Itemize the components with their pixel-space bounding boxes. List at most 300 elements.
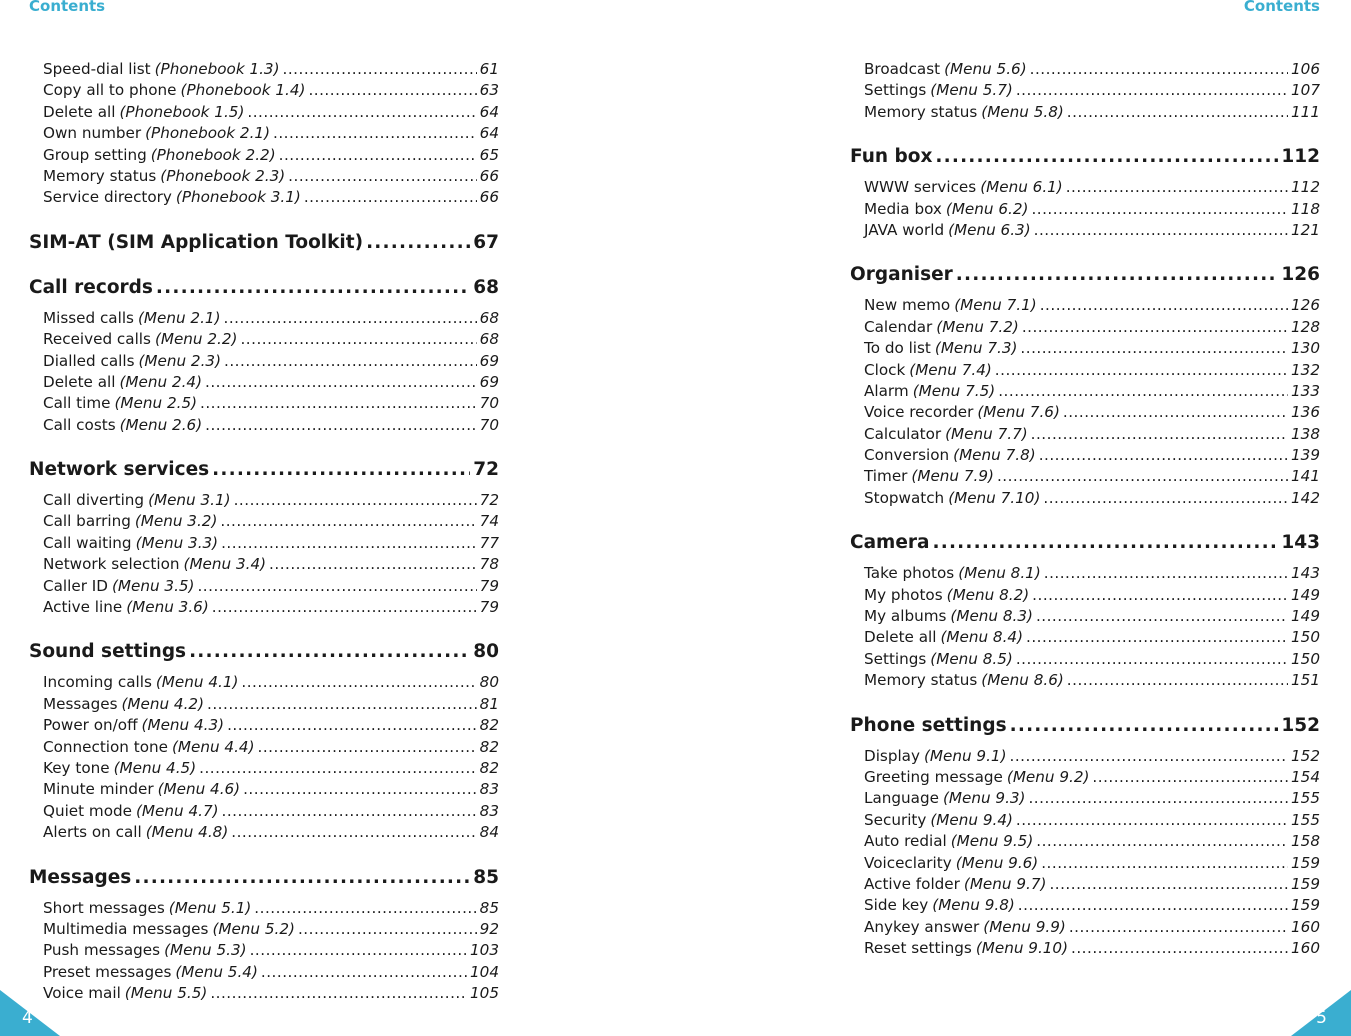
dot-leader — [1043, 489, 1288, 507]
entry-page-number: 66 — [479, 166, 499, 185]
entry-page-number: 80 — [479, 673, 499, 692]
dot-leader — [210, 984, 467, 1002]
entry-label: Conversion — [864, 446, 950, 465]
toc-entry[interactable] — [29, 188, 499, 209]
entry-menu-ref: (Phonebook 1.5) — [119, 102, 245, 121]
section-page-number: 152 — [1281, 714, 1320, 736]
section-page-number: 143 — [1281, 532, 1320, 554]
entry-page-number: 68 — [479, 330, 499, 349]
dot-leader — [1028, 789, 1288, 807]
dot-leader — [247, 103, 476, 121]
entry-page-number: 104 — [470, 962, 499, 981]
toc-section — [850, 264, 1320, 510]
toc-entry[interactable] — [29, 963, 499, 984]
entry-label: Clock — [864, 360, 906, 379]
toc-section-heading[interactable] — [29, 459, 499, 482]
toc-entry[interactable] — [850, 81, 1320, 102]
entry-page-number: 155 — [1291, 789, 1320, 808]
entry-page-number: 70 — [479, 415, 499, 434]
entry-page-number: 149 — [1291, 585, 1320, 604]
entry-label: Incoming calls — [43, 673, 152, 692]
entry-menu-ref: (Menu 3.3) — [135, 533, 219, 552]
entry-page-number: 74 — [479, 512, 499, 531]
entry-menu-ref: (Menu 5.3) — [164, 941, 247, 960]
entry-menu-ref: (Menu 8.2) — [946, 585, 1030, 604]
entry-menu-ref: (Menu 5.5) — [124, 984, 208, 1003]
entry-menu-ref: (Menu 4.8) — [145, 823, 229, 842]
section-page-number: 68 — [473, 276, 499, 298]
entry-menu-ref: (Menu 2.3) — [138, 351, 222, 370]
toc-entry[interactable] — [29, 330, 499, 351]
dot-leader — [1010, 747, 1288, 765]
entry-page-number: 106 — [1291, 60, 1320, 78]
entry-menu-ref: (Menu 6.2) — [945, 199, 1029, 218]
toc-entry[interactable] — [29, 555, 499, 576]
toc-section-heading[interactable] — [850, 146, 1320, 169]
dot-leader — [1041, 854, 1288, 872]
entry-label: To do list — [864, 339, 931, 358]
dot-leader — [269, 555, 477, 573]
toc-section-heading[interactable] — [850, 715, 1320, 738]
dot-leader — [1031, 425, 1288, 443]
toc-entry[interactable] — [29, 124, 499, 145]
dot-leader — [1039, 446, 1288, 464]
entry-label: Settings — [864, 649, 927, 668]
entry-page-number: 79 — [479, 598, 499, 617]
toc-entry[interactable] — [850, 296, 1320, 317]
entry-label: Memory status — [43, 166, 157, 185]
toc-entry[interactable] — [29, 695, 499, 716]
dot-leader — [234, 491, 477, 509]
toc-entry[interactable] — [29, 984, 499, 1005]
section-title: Phone settings — [850, 714, 1007, 736]
section-page-number: 85 — [473, 866, 499, 888]
dot-leader — [279, 146, 477, 164]
toc-entry[interactable] — [850, 403, 1320, 424]
entry-label: Preset messages — [43, 962, 172, 981]
toc-section — [29, 232, 499, 255]
entry-label: Timer — [864, 467, 908, 486]
toc-entry[interactable] — [850, 671, 1320, 692]
toc-entry[interactable] — [29, 823, 499, 844]
entry-page-number: 81 — [479, 694, 499, 713]
entry-page-number: 118 — [1291, 199, 1320, 218]
dot-leader — [1069, 918, 1288, 936]
entry-label: Greeting message — [864, 767, 1003, 786]
entry-menu-ref: (Menu 8.3) — [950, 607, 1033, 626]
toc-entry[interactable] — [29, 60, 499, 81]
dot-leader — [304, 188, 477, 206]
toc-section — [29, 60, 499, 210]
toc-entry[interactable] — [29, 759, 499, 780]
entry-label: Voice recorder — [864, 403, 974, 422]
entry-page-number: 64 — [479, 124, 499, 143]
toc-entry[interactable] — [29, 81, 499, 102]
entry-page-number: 150 — [1291, 649, 1320, 668]
entry-label: Delete all — [864, 628, 937, 647]
toc-entry[interactable] — [29, 577, 499, 598]
section-page-number: 72 — [473, 459, 499, 481]
toc-entry[interactable] — [29, 716, 499, 737]
entry-menu-ref: (Menu 9.3) — [942, 789, 1026, 808]
dot-leader — [241, 673, 476, 691]
entry-page-number: 70 — [479, 394, 499, 413]
entry-label: Alarm — [864, 381, 909, 400]
toc-entry[interactable] — [850, 103, 1320, 124]
dot-leader — [1010, 715, 1279, 736]
entry-page-number: 107 — [1291, 81, 1320, 100]
entry-menu-ref: (Menu 5.6) — [944, 60, 1027, 78]
entry-page-number: 69 — [479, 351, 499, 370]
toc-entry[interactable] — [29, 598, 499, 619]
entry-label: Calculator — [864, 424, 942, 443]
entry-menu-ref: (Menu 5.8) — [981, 102, 1064, 121]
entry-label: Side key — [864, 896, 929, 915]
entry-page-number: 155 — [1291, 810, 1320, 829]
entry-menu-ref: (Menu 9.7) — [963, 874, 1047, 893]
entry-menu-ref: (Menu 8.6) — [981, 671, 1064, 690]
entry-label: Media box — [864, 199, 942, 218]
entry-menu-ref: (Menu 9.2) — [1006, 767, 1090, 786]
entry-page-number: 142 — [1291, 488, 1320, 507]
toc-entry[interactable] — [850, 60, 1320, 81]
entry-menu-ref: (Menu 7.3) — [934, 339, 1018, 358]
entry-label: Reset settings — [864, 939, 972, 958]
dot-leader — [224, 352, 477, 370]
header-contents-left: Contents — [29, 0, 106, 15]
toc-entry[interactable] — [850, 650, 1320, 671]
dot-leader — [205, 416, 477, 434]
toc-entry[interactable] — [850, 789, 1320, 810]
entry-label: Calendar — [864, 317, 933, 336]
toc-entry[interactable] — [850, 628, 1320, 649]
dot-leader — [1030, 60, 1288, 78]
entry-menu-ref: (Menu 8.1) — [958, 564, 1041, 583]
entry-page-number: 66 — [479, 188, 499, 207]
dot-leader — [1067, 103, 1288, 121]
toc-entry[interactable] — [29, 352, 499, 373]
entry-label: My albums — [864, 607, 947, 626]
entry-menu-ref: (Menu 4.3) — [141, 716, 225, 735]
entry-menu-ref: (Menu 3.1) — [148, 491, 231, 510]
entry-label: Speed-dial list — [43, 60, 151, 78]
entry-page-number: 159 — [1291, 853, 1320, 872]
entry-page-number: 83 — [479, 801, 499, 820]
dot-leader — [933, 532, 1279, 553]
entry-label: Push messages — [43, 941, 161, 960]
toc-entry[interactable] — [850, 382, 1320, 403]
toc-entry[interactable] — [29, 920, 499, 941]
entry-page-number: 152 — [1291, 746, 1320, 765]
toc-section — [29, 459, 499, 619]
entry-menu-ref: (Menu 2.2) — [154, 330, 238, 349]
entry-menu-ref: (Menu 5.2) — [212, 919, 295, 938]
toc-entry[interactable] — [29, 941, 499, 962]
entry-page-number: 143 — [1291, 564, 1320, 583]
toc-right-column — [850, 60, 1320, 961]
entry-label: Connection tone — [43, 737, 168, 756]
dot-leader — [1067, 671, 1288, 689]
header-contents-right: Contents — [1243, 0, 1320, 15]
entry-label: Alerts on call — [43, 823, 142, 842]
toc-entry[interactable] — [850, 918, 1320, 939]
entry-label: Broadcast — [864, 60, 941, 78]
entry-label: Received calls — [43, 330, 151, 349]
entry-page-number: 139 — [1291, 446, 1320, 465]
dot-leader — [205, 373, 477, 391]
section-page-number: 67 — [473, 231, 499, 253]
dot-leader — [1026, 628, 1288, 646]
toc-entry[interactable] — [850, 586, 1320, 607]
dot-leader — [207, 695, 477, 713]
dot-leader — [308, 81, 476, 99]
entry-menu-ref: (Menu 7.6) — [977, 403, 1060, 422]
entry-menu-ref: (Menu 4.5) — [113, 758, 197, 777]
entry-label: Settings — [864, 81, 927, 100]
entry-menu-ref: (Menu 6.3) — [948, 220, 1031, 239]
entry-label: Quiet mode — [43, 801, 132, 820]
entry-label: WWW services — [864, 178, 977, 197]
toc-entry[interactable] — [29, 802, 499, 823]
entry-label: Language — [864, 789, 939, 808]
entry-menu-ref: (Menu 3.5) — [111, 576, 195, 595]
entry-page-number: 82 — [479, 758, 499, 777]
toc-entry[interactable] — [850, 221, 1320, 242]
toc-entry[interactable] — [29, 103, 499, 124]
entry-page-number: 82 — [479, 737, 499, 756]
toc-left-column — [29, 60, 499, 1006]
entry-page-number: 78 — [479, 555, 499, 574]
toc-entry[interactable] — [850, 939, 1320, 960]
toc-entry[interactable] — [850, 339, 1320, 360]
dot-leader — [220, 512, 476, 530]
dot-leader — [199, 759, 477, 777]
toc-entry[interactable] — [29, 146, 499, 167]
entry-label: Active line — [43, 598, 123, 617]
entry-label: Caller ID — [43, 576, 108, 595]
entry-label: Take photos — [864, 564, 955, 583]
dot-leader — [189, 641, 470, 662]
toc-entry[interactable] — [850, 200, 1320, 221]
dot-leader — [995, 361, 1288, 379]
entry-label: Call waiting — [43, 533, 132, 552]
entry-label: Key tone — [43, 758, 110, 777]
toc-entry[interactable] — [850, 361, 1320, 382]
dot-leader — [1092, 768, 1288, 786]
entry-menu-ref: (Menu 9.4) — [930, 810, 1013, 829]
entry-page-number: 105 — [470, 984, 499, 1003]
entry-label: Voiceclarity — [864, 853, 952, 872]
entry-page-number: 160 — [1291, 917, 1320, 936]
entry-label: Copy all to phone — [43, 81, 177, 100]
dot-leader — [156, 277, 470, 298]
section-page-number: 112 — [1281, 146, 1320, 168]
entry-page-number: 83 — [479, 780, 499, 799]
dot-leader — [1016, 811, 1288, 829]
toc-entry[interactable] — [850, 875, 1320, 896]
entry-label: Call time — [43, 394, 111, 413]
dot-leader — [240, 330, 476, 348]
dot-leader — [1036, 832, 1288, 850]
entry-page-number: 92 — [479, 919, 499, 938]
section-title: Camera — [850, 532, 930, 554]
entry-menu-ref: (Menu 4.7) — [136, 801, 219, 820]
toc-section — [29, 867, 499, 1006]
entry-page-number: 112 — [1291, 178, 1320, 197]
entry-page-number: 136 — [1291, 403, 1320, 422]
dot-leader — [258, 738, 477, 756]
dot-leader — [288, 167, 477, 185]
toc-entry[interactable] — [850, 768, 1320, 789]
toc-entry[interactable] — [29, 416, 499, 437]
dot-leader — [1040, 296, 1288, 314]
toc-entry[interactable] — [29, 512, 499, 533]
toc-entry[interactable] — [850, 564, 1320, 585]
toc-entry[interactable] — [29, 534, 499, 555]
entry-label: Minute minder — [43, 780, 154, 799]
entry-page-number: 160 — [1291, 939, 1320, 958]
entry-page-number: 130 — [1291, 339, 1320, 358]
entry-page-number: 132 — [1291, 360, 1320, 379]
entry-menu-ref: (Menu 2.4) — [119, 372, 203, 391]
toc-entry[interactable] — [850, 446, 1320, 467]
dot-leader — [224, 309, 477, 327]
dot-leader — [222, 802, 477, 820]
entry-page-number: 82 — [479, 716, 499, 735]
toc-section — [850, 146, 1320, 242]
entry-page-number: 151 — [1291, 671, 1320, 690]
toc-entry[interactable] — [29, 899, 499, 920]
entry-label: Dialled calls — [43, 351, 135, 370]
toc-section-heading[interactable] — [29, 641, 499, 664]
toc-section-heading[interactable] — [29, 232, 499, 255]
entry-menu-ref: (Menu 8.5) — [930, 649, 1013, 668]
toc-entry[interactable] — [850, 607, 1320, 628]
toc-entry[interactable] — [850, 896, 1320, 917]
entry-page-number: 121 — [1291, 220, 1320, 239]
dot-leader — [1031, 200, 1288, 218]
entry-menu-ref: (Menu 3.6) — [126, 598, 209, 617]
dot-leader — [243, 780, 477, 798]
entry-menu-ref: (Menu 7.10) — [948, 488, 1041, 507]
entry-label: Call barring — [43, 512, 131, 531]
section-title: Organiser — [850, 264, 953, 286]
entry-label: Multimedia messages — [43, 919, 209, 938]
entry-menu-ref: (Menu 7.2) — [936, 317, 1019, 336]
entry-label: Anykey answer — [864, 917, 980, 936]
toc-entry[interactable] — [850, 811, 1320, 832]
section-title: Network services — [29, 459, 210, 481]
entry-menu-ref: (Menu 3.4) — [183, 555, 267, 574]
toc-entry[interactable] — [850, 425, 1320, 446]
dot-leader — [1071, 939, 1288, 957]
entry-page-number: 68 — [479, 308, 499, 327]
toc-entry[interactable] — [29, 394, 499, 415]
toc-entry[interactable] — [850, 832, 1320, 853]
entry-menu-ref: (Menu 4.4) — [171, 737, 255, 756]
entry-menu-ref: (Menu 3.2) — [134, 512, 218, 531]
entry-menu-ref: (Menu 7.1) — [954, 296, 1037, 315]
dot-leader — [221, 534, 477, 552]
entry-menu-ref: (Menu 6.1) — [980, 178, 1063, 197]
entry-menu-ref: (Menu 4.2) — [121, 694, 205, 713]
entry-page-number: 150 — [1291, 628, 1320, 647]
entry-label: Short messages — [43, 898, 165, 917]
entry-menu-ref: (Menu 4.1) — [155, 673, 239, 692]
toc-entry[interactable] — [29, 491, 499, 512]
entry-menu-ref: (Phonebook 2.2) — [150, 145, 276, 164]
entry-label: Voice mail — [43, 984, 121, 1003]
entry-label: Stopwatch — [864, 488, 945, 507]
entry-menu-ref: (Phonebook 2.3) — [160, 166, 286, 185]
entry-label: Network selection — [43, 555, 180, 574]
toc-section-heading[interactable] — [850, 532, 1320, 555]
dot-leader — [134, 867, 470, 888]
entry-label: Security — [864, 810, 927, 829]
dot-leader — [1016, 650, 1288, 668]
toc-entry[interactable] — [850, 467, 1320, 488]
entry-menu-ref: (Menu 5.7) — [930, 81, 1013, 100]
entry-menu-ref: (Menu 9.10) — [975, 939, 1069, 958]
toc-entry[interactable] — [850, 747, 1320, 768]
entry-menu-ref: (Menu 2.1) — [137, 308, 221, 327]
dot-leader — [227, 716, 477, 734]
entry-menu-ref: (Menu 7.9) — [911, 467, 994, 486]
toc-entry[interactable] — [29, 309, 499, 330]
toc-entry[interactable] — [29, 673, 499, 694]
toc-entry[interactable] — [29, 780, 499, 801]
dot-leader — [231, 823, 476, 841]
toc-entry[interactable] — [850, 318, 1320, 339]
entry-label: Call costs — [43, 415, 116, 434]
entry-page-number: 72 — [479, 491, 499, 510]
entry-menu-ref: (Menu 9.1) — [923, 746, 1007, 765]
dot-leader — [1044, 564, 1288, 582]
entry-page-number: 159 — [1291, 874, 1320, 893]
page-number-right: 5 — [1316, 1008, 1327, 1028]
dot-leader — [1034, 221, 1288, 239]
toc-section-heading[interactable] — [29, 867, 499, 890]
section-page-number: 126 — [1281, 264, 1320, 286]
entry-page-number: 126 — [1291, 296, 1320, 315]
dot-leader — [997, 467, 1288, 485]
entry-label: Group setting — [43, 145, 147, 164]
entry-page-number: 65 — [479, 145, 499, 164]
entry-label: Delete all — [43, 372, 116, 391]
dot-leader — [1063, 403, 1288, 421]
section-title: Sound settings — [29, 641, 187, 663]
section-title: Messages — [29, 866, 132, 888]
toc-section-heading[interactable] — [29, 277, 499, 300]
entry-label: Auto redial — [864, 832, 947, 851]
toc-entry[interactable] — [29, 738, 499, 759]
toc-entry[interactable] — [850, 854, 1320, 875]
toc-entry[interactable] — [850, 489, 1320, 510]
toc-entry[interactable] — [29, 373, 499, 394]
entry-menu-ref: (Phonebook 3.1) — [175, 188, 301, 207]
entry-menu-ref: (Phonebook 2.1) — [145, 124, 271, 143]
toc-entry[interactable] — [850, 178, 1320, 199]
toc-section-heading[interactable] — [850, 264, 1320, 287]
entry-label: Memory status — [864, 102, 978, 121]
dot-leader — [273, 124, 477, 142]
toc-entry[interactable] — [29, 167, 499, 188]
entry-page-number: 85 — [479, 898, 499, 917]
entry-page-number: 158 — [1291, 832, 1320, 851]
dot-leader — [1036, 607, 1288, 625]
entry-menu-ref: (Menu 5.1) — [168, 898, 252, 917]
entry-page-number: 111 — [1291, 102, 1320, 121]
